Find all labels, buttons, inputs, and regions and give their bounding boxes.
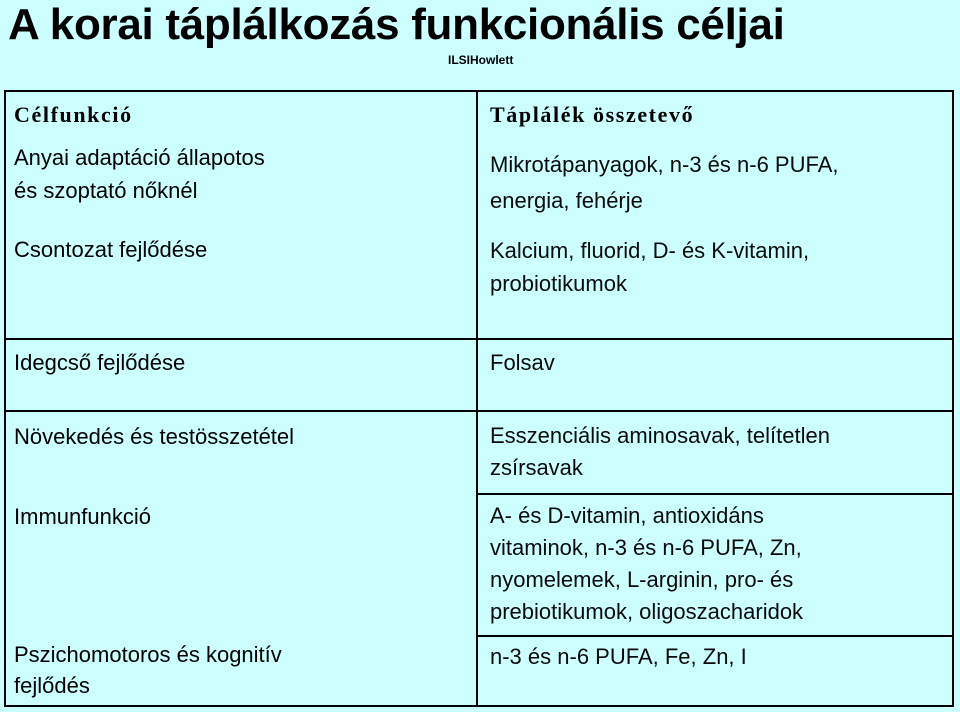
table-row-function	[14, 500, 151, 533]
cell-line: Esszenciális aminosavak, telítetlen	[490, 423, 830, 448]
cell-line: probiotikumok	[490, 271, 627, 296]
table-row-function	[14, 233, 207, 266]
cell-line: prebiotikumok, oligoszacharidok	[490, 599, 804, 624]
table-row-function	[14, 639, 282, 701]
credit-label: ILSIHowlett	[448, 53, 514, 67]
cell-line: Anyai adaptáció állapotos	[14, 145, 265, 170]
cell-line: A- és D-vitamin, antioxidáns	[490, 503, 764, 528]
cell-line: zsírsavak	[490, 455, 583, 480]
row-divider-4	[478, 635, 954, 637]
cell-line: Immunfunkció	[14, 504, 151, 529]
cell-line: Pszichomotoros és kognitív	[14, 642, 282, 667]
column-divider	[476, 90, 478, 707]
table-row-function	[14, 420, 294, 453]
row-divider-3	[478, 493, 954, 495]
cell-line: és szoptató nőknél	[14, 178, 198, 203]
table-row-components	[490, 420, 830, 484]
cell-line: Csontozat fejlődése	[14, 237, 208, 262]
header-taplalek-osszetevo: Táplálék összetevő	[490, 102, 695, 127]
row-divider-2	[4, 410, 954, 412]
table-row-components	[490, 234, 809, 300]
cell-line: fejlődés	[14, 673, 90, 698]
cell-line: energia, fehérje	[490, 188, 643, 213]
header-celfunkcio: Célfunkció	[14, 102, 133, 127]
table-row-components	[490, 346, 555, 379]
cell-line: nyomelemek, L-arginin, pro- és	[490, 567, 794, 592]
page-title: A korai táplálkozás funkcionális céljai	[8, 0, 785, 49]
table-row-components	[490, 500, 803, 628]
cell-line: Idegcső fejlődése	[14, 350, 186, 375]
cell-line: vitaminok, n-3 és n-6 PUFA, Zn,	[490, 535, 802, 560]
row-divider-1	[4, 338, 954, 340]
cell-line: n-3 és n-6 PUFA, Fe, Zn, I	[490, 644, 747, 669]
table-row-function	[14, 141, 265, 207]
cell-line: Növekedés és testösszetétel	[14, 424, 295, 449]
cell-line: Kalcium, fluorid, D- és K-vitamin,	[490, 238, 810, 263]
table-row-function	[14, 346, 185, 379]
table-row-components	[490, 640, 747, 673]
cell-line: Mikrotápanyagok, n-3 és n-6 PUFA,	[490, 152, 839, 177]
cell-line: Folsav	[490, 350, 555, 375]
table-row-components	[490, 147, 839, 219]
